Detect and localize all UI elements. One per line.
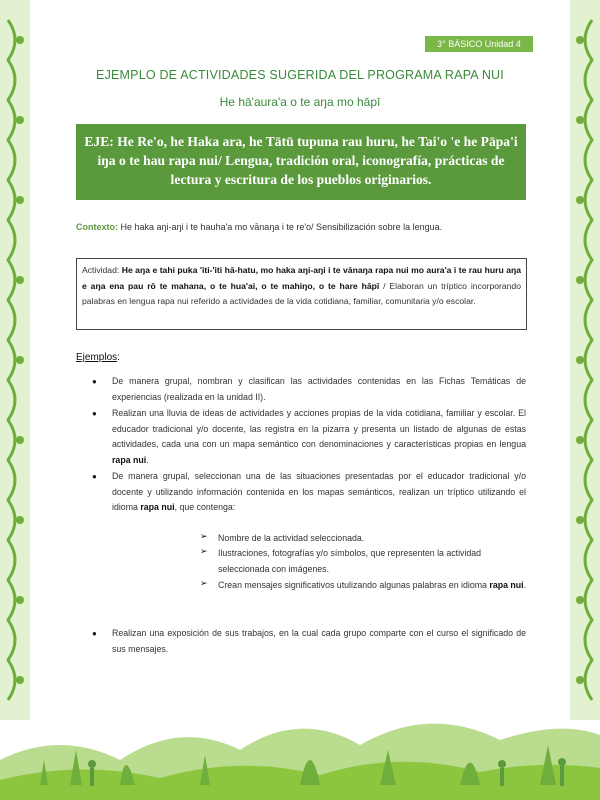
example-item-2: Realizan una lluvia de ideas de actividades y acciones propias de la vida cotidiana, familiar y escolar. El educador tradicional y/o docente, las registra en la pizarra y presenta un listado de algunas de estas actividades, cada una con un mapa semántico con denominaciones y características propias en lengua rapa nui. [112, 408, 526, 465]
sub-item-3: Crean mensajes significativos utulizando algunas palabras en idioma rapa nui. [218, 580, 527, 590]
example-item-3: De manera grupal, seleccionan una de las situaciones presentadas por el educador tradicional y/o docente y utilizando información contenida en los mapas semánticos, realizan un tríptico utilizando el idioma rapa nui, que contenga: [112, 471, 526, 512]
example-item-1: De manera grupal, nombran y clasifican las actividades contenidas en las Fichas Temáticas de experiencias (realizada en la unidad II). [112, 376, 526, 402]
example-item-4: Realizan una exposición de sus trabajos, en la cual cada grupo comparte con el curso el significado de sus mensajes. [112, 628, 526, 654]
grade-unit-badge: 3° BÁSICO Unidad 4 [425, 36, 533, 52]
bullet-icon: ● [92, 472, 97, 481]
context-line [76, 222, 536, 232]
bullet-icon: ● [92, 377, 97, 386]
bullet-icon: ● [92, 629, 97, 638]
activity-spanish-text: / Elaboran un tríptico incorporando palabras en lengua rapa nui referido a actividades de la vida cotidiana, familiar, comunitaria y/o escolar. [82, 280, 521, 306]
sub-item-2: Ilustraciones, fotografías y/o símbolos, que representen la actividad seleccionada con imágenes. [218, 548, 482, 574]
arrow-bullet-icon: ➢ [200, 578, 208, 588]
activity-box [76, 258, 527, 330]
arrow-bullet-icon: ➢ [200, 546, 208, 556]
landscape-footer-illustration [0, 690, 600, 800]
page-title: EJEMPLO DE ACTIVIDADES SUGERIDA DEL PROGRAMA RAPA NUI [96, 68, 504, 82]
bullet-icon: ● [92, 409, 97, 418]
context-label: Contexto: [76, 222, 118, 232]
sub-item-1: Nombre de la actividad seleccionada. [218, 533, 365, 543]
page-subtitle: He hā'aura'a o te aŋa mo hāpī [219, 95, 381, 109]
examples-heading: Ejemplos: [76, 352, 120, 363]
eje-banner: EJE: He Re'o, he Haka ara, he Tātū tupuna rau huru, he Tai'o 'e he Pāpa'i iŋa o te hau rapa nui/ Lengua, tradición oral, iconografía, prácticas de lectura y escritura de los pueblos originarios. [76, 124, 526, 200]
arrow-bullet-icon: ➢ [200, 531, 208, 541]
activity-rapanui-text: He aŋa e tahi puka 'iti-'iti hā-hatu, mo haka aŋi-aŋi i te vānaŋa rapa nui mo aura'a i te rau huru aŋa e aŋa ena pau rō te mahana, o te hua'ai, o te mahiŋo, o te hare hāpī [82, 265, 522, 291]
activity-label: Actividad: [82, 265, 122, 275]
context-text: He haka aŋi-aŋi i te hauha'a mo vānaŋa i te re'o/ Sensibilización sobre la lengua. [118, 222, 443, 232]
